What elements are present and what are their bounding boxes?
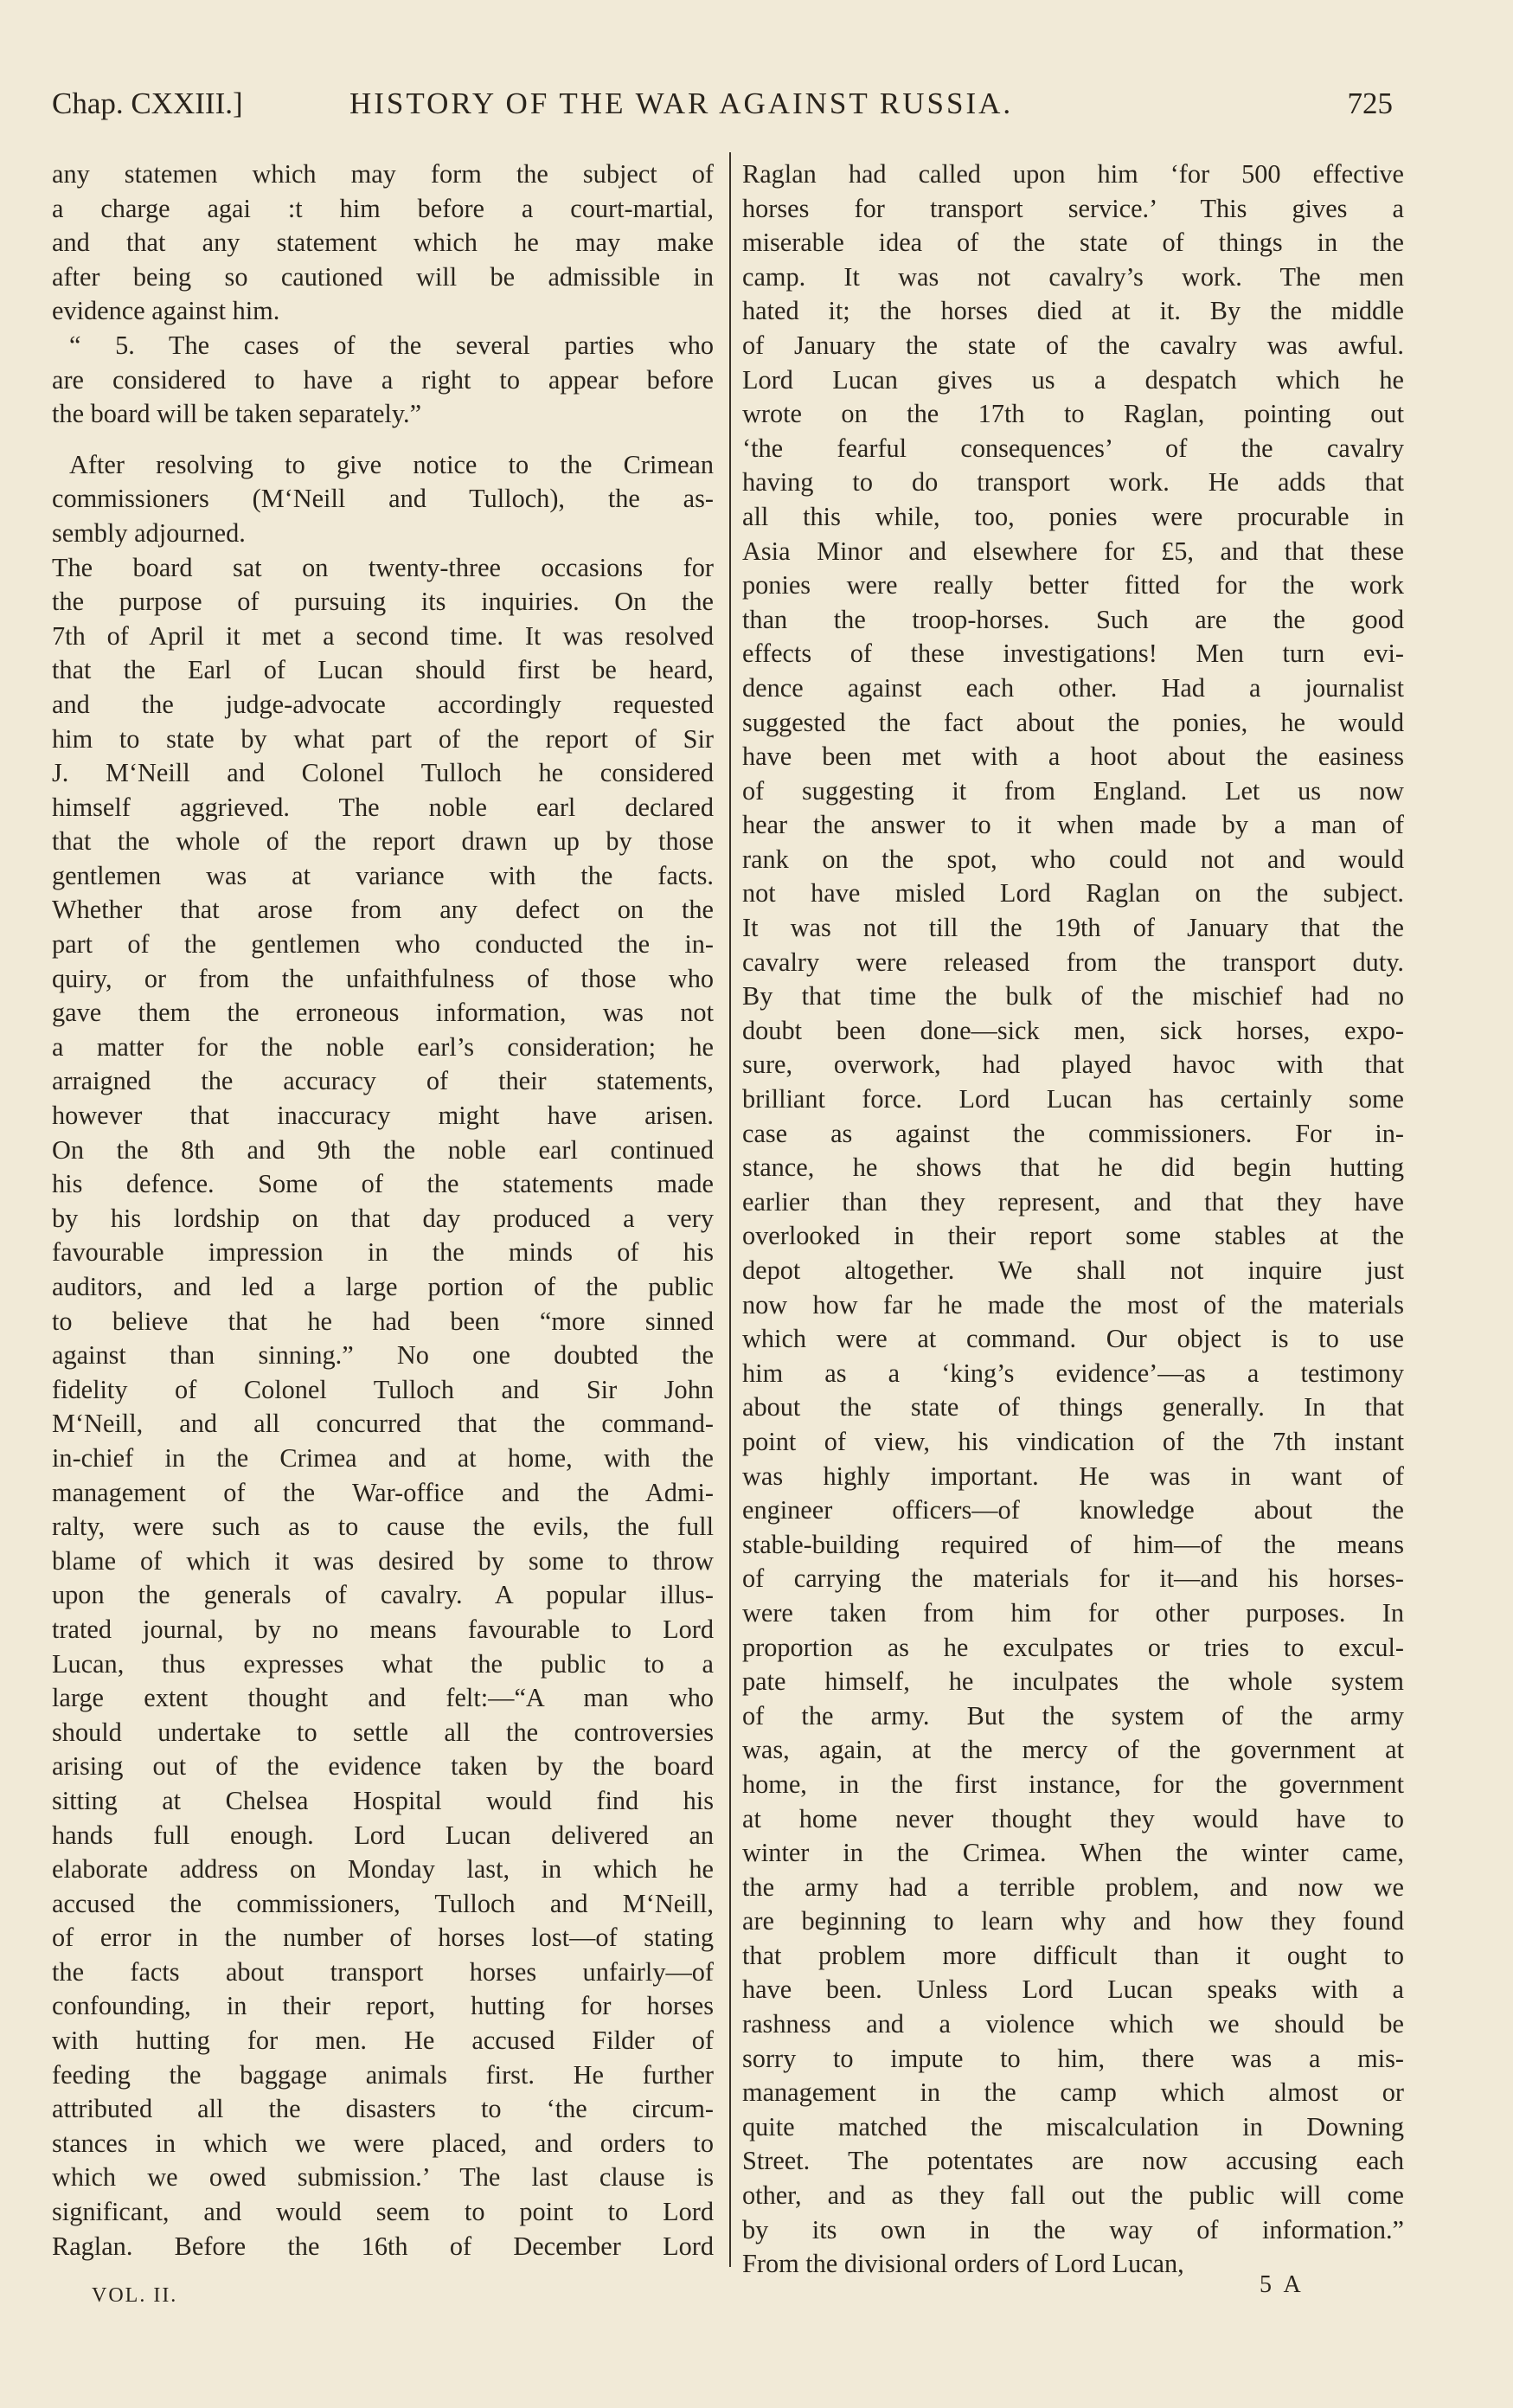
text-line: pate himself, he inculpates the whole system [742,1666,1404,1697]
text-line: have been met with a hoot about the easiness [742,742,1404,772]
text-line: the purpose of pursuing its inquiries. On the [52,587,714,617]
text-line: other, and as they fall out the public will come [742,2180,1404,2211]
text-line: significant, and would seem to point to Lord [52,2197,714,2227]
text-line: suggested the fact about the ponies, he would [742,707,1404,737]
text-line: engineer officers—of knowledge about the [742,1495,1404,1525]
text-line: gentlemen was at variance with the facts. [52,860,714,890]
text-line: not have misled Lord Raglan on the subject. [742,878,1404,909]
text-line: The board sat on twenty-three occasions for [52,552,714,582]
text-line: which we owed submission.’ The last clause is [52,2162,714,2193]
text-line: stance, he shows that he did begin hutting [742,1153,1404,1183]
text-line: evidence against him. [52,296,280,326]
text-line: hated it; the horses died at it. By the middle [742,296,1404,326]
text-line: On the 8th and 9th the noble earl continued [52,1134,714,1165]
text-line: accused the commissioners, Tulloch and M‘Neill, [52,1888,714,1918]
text-line: confounding, in their report, hutting for horses [52,1991,714,2021]
text-line: cavalry were released from the transport duty. [742,947,1404,977]
text-line: overlooked in their report some stables at the [742,1221,1404,1251]
text-line: fidelity of Colonel Tulloch and Sir John [52,1374,714,1404]
text-line: gave them the erroneous information, was not [52,998,714,1028]
text-line: quiry, or from the unfaithfulness of those who [52,963,714,993]
text-line: the army had a terrible problem, and now we [742,1872,1404,1902]
text-line: about the state of things generally. In that [742,1392,1404,1422]
text-line: M‘Neill, and all concurred that the command- [52,1409,714,1439]
text-line: Lord Lucan gives us a despatch which he [742,364,1404,395]
text-line: commissioners (M‘Neill and Tulloch), the as- [52,484,714,514]
text-line: Asia Minor and elsewhere for £5, and that these [742,536,1404,566]
text-line: management in the camp which almost or [742,2077,1404,2108]
text-line: him as a ‘king’s evidence’—as a testimony [742,1358,1404,1388]
text-line: depot altogether. We shall not inquire just [742,1255,1404,1285]
text-line: however that inaccuracy might have arisen. [52,1101,714,1131]
text-line: the facts about transport horses unfairly—of [52,1956,714,1987]
text-line: brilliant force. Lord Lucan has certainly some [742,1084,1404,1114]
text-line: are considered to have a right to appear before [52,364,714,395]
page-number: 725 [1347,87,1393,120]
running-title: HISTORY OF THE WAR AGAINST RUSSIA. [349,87,1014,120]
text-line: large extent thought and felt:—“A man who [52,1683,714,1713]
text-line: all this while, too, ponies were procurable in [742,501,1404,531]
text-line: the board will be taken separately.” [52,399,422,429]
text-line: sure, overwork, had played havoc with that [742,1050,1404,1080]
text-line: should undertake to settle all the controversies [52,1717,714,1747]
text-line: Whether that arose from any defect on the [52,895,714,925]
text-line: are beginning to learn why and how they found [742,1906,1404,1936]
text-line: to believe that he had been “more sinned [52,1306,714,1336]
text-line: arraigned the accuracy of their statements, [52,1066,714,1096]
chapter-label: Chap. CXXIII.] [52,87,243,120]
text-line: a matter for the noble earl’s consideration; he [52,1031,714,1062]
text-line: camp. It was not cavalry’s work. The men [742,261,1404,292]
signature-mark: 5 A [1260,2271,1305,2298]
column-divider [729,152,731,2267]
text-line: that the whole of the report drawn up by those [52,826,714,857]
text-line: auditors, and led a large portion of the public [52,1272,714,1301]
text-line: at home never thought they would have to [742,1803,1404,1833]
text-line: Lucan, thus expresses what the public to a [52,1648,714,1679]
text-line: stable-building required of him—of the means [742,1529,1404,1559]
text-line: have been. Unless Lord Lucan speaks with a [742,1975,1404,2005]
text-line: point of view, his vindication of the 7th instant [742,1426,1404,1456]
text-line: with hutting for men. He accused Filder of [52,2026,714,2056]
text-line: now how far he made the most of the materials [742,1289,1404,1320]
text-line: quite matched the miscalculation in Downing [742,2111,1404,2142]
text-line: any statemen which may form the subject of [52,159,714,189]
text-line: arising out of the evidence taken by the board [52,1751,714,1782]
text-line: ponies were really better fitted for the work [742,570,1404,600]
text-line: in-chief in the Crimea and at home, with the [52,1442,714,1473]
text-line: home, in the first instance, for the government [742,1769,1404,1799]
text-line: sorry to impute to him, there was a mis- [742,2043,1404,2073]
text-line: trated journal, by no means favourable to Lord [52,1614,714,1644]
text-line: rank on the spot, who could not and would [742,844,1404,874]
text-line: and the judge-advocate accordingly requested [52,689,714,719]
text-line: him to state by what part of the report of Sir [52,723,714,754]
left-column [52,157,714,2264]
text-line: upon the generals of cavalry. A popular illus- [52,1580,714,1610]
text-line: wrote on the 17th to Raglan, pointing out [742,399,1404,429]
text-line: hands full enough. Lord Lucan delivered an [52,1820,714,1850]
text-line: feeding the baggage animals first. He further [52,2059,714,2090]
text-line: sembly adjourned. [52,517,246,548]
text-line: by his lordship on that day produced a very [52,1203,714,1233]
text-line: attributed all the disasters to ‘the circum- [52,2094,714,2124]
text-line: ‘the fearful consequences’ of the cavalry [742,433,1404,463]
text-line: Street. The potentates are now accusing each [742,2146,1404,2176]
text-line: of carrying the materials for it—and his horses- [742,1564,1404,1594]
text-line: management of the War-office and the Admi- [52,1477,714,1507]
text-line: sitting at Chelsea Hospital would find his [52,1785,714,1815]
text-line [742,2282,1404,2316]
text-line: rashness and a violence which we should be [742,2009,1404,2039]
text-line: that problem more difficult than it ought to [742,1940,1404,1970]
text-line: a charge agai :t him before a court-martial, [52,193,714,223]
text-line: by its own in the way of information.” [742,2214,1404,2244]
text-line: miserable idea of the state of things in the [742,228,1404,258]
text-line: winter in the Crimea. When the winter came, [742,1838,1404,1868]
text-line: elaborate address on Monday last, in which he [52,1854,714,1885]
text-line: himself aggrieved. The noble earl declared [52,792,714,822]
text-line: By that time the bulk of the mischief had no [742,981,1404,1011]
text-line: of the army. But the system of the army [742,1700,1404,1731]
text-line: From the divisional orders of Lord Lucan, [742,2249,1184,2279]
text-line: effects of these investigations! Men turn evi- [742,639,1404,669]
text-line: of error in the number of horses lost—of stating [52,1923,714,1953]
text-line: part of the gentlemen who conducted the in- [52,929,714,960]
right-column [742,157,1404,2315]
text-line: was highly important. He was in want of [742,1461,1404,1491]
text-line: his defence. Some of the statements made [52,1169,714,1199]
text-line: ralty, were such as to cause the evils, the full [52,1512,714,1542]
text-line: that the Earl of Lucan should first be heard, [52,655,714,685]
text-line: horses for transport service.’ This gives a [742,193,1404,223]
text-line: case as against the commissioners. For in- [742,1118,1404,1148]
running-header [52,87,1393,130]
text-line: proportion as he exculpates or tries to excul- [742,1632,1404,1662]
text-line: stances in which we were placed, and orders to [52,2128,714,2158]
text-line: was, again, at the mercy of the government at [742,1735,1404,1765]
text-line: dence against each other. Had a journalist [742,672,1404,703]
text-line: than the troop-horses. Such are the good [742,604,1404,634]
text-line: “ 5. The cases of the several parties who [69,330,714,360]
text-line: having to do transport work. He adds that [742,467,1404,498]
text-line: of suggesting it from England. Let us now [742,775,1404,806]
volume-label: VOL. II. [92,2284,178,2307]
text-line: which were at command. Our object is to use [742,1324,1404,1354]
text-line: and that any statement which he may make [52,228,714,258]
text-line: of January the state of the cavalry was awful. [742,330,1404,360]
text-line: Raglan had called upon him ‘for 500 effective [742,159,1404,189]
text-line: after being so cautioned will be admissible in [52,261,714,292]
text-line: 7th of April it met a second time. It was resolved [52,620,714,651]
text-line: hear the answer to it when made by a man of [742,810,1404,840]
text-line: J. M‘Neill and Colonel Tulloch he considered [52,758,714,788]
text-line: After resolving to give notice to the Crimean [69,449,714,479]
text-line: favourable impression in the minds of his [52,1237,714,1268]
text-line: blame of which it was desired by some to throw [52,1545,714,1576]
text-line: earlier than they represent, and that they have [742,1186,1404,1217]
text-line: Raglan. Before the 16th of December Lord [52,2231,714,2261]
text-line: against than sinning.” No one doubted the [52,1340,714,1371]
text-line: doubt been done—sick men, sick horses, expo- [742,1015,1404,1045]
text-line: were taken from him for other purposes. In [742,1597,1404,1628]
text-line: It was not till the 19th of January that the [742,913,1404,943]
